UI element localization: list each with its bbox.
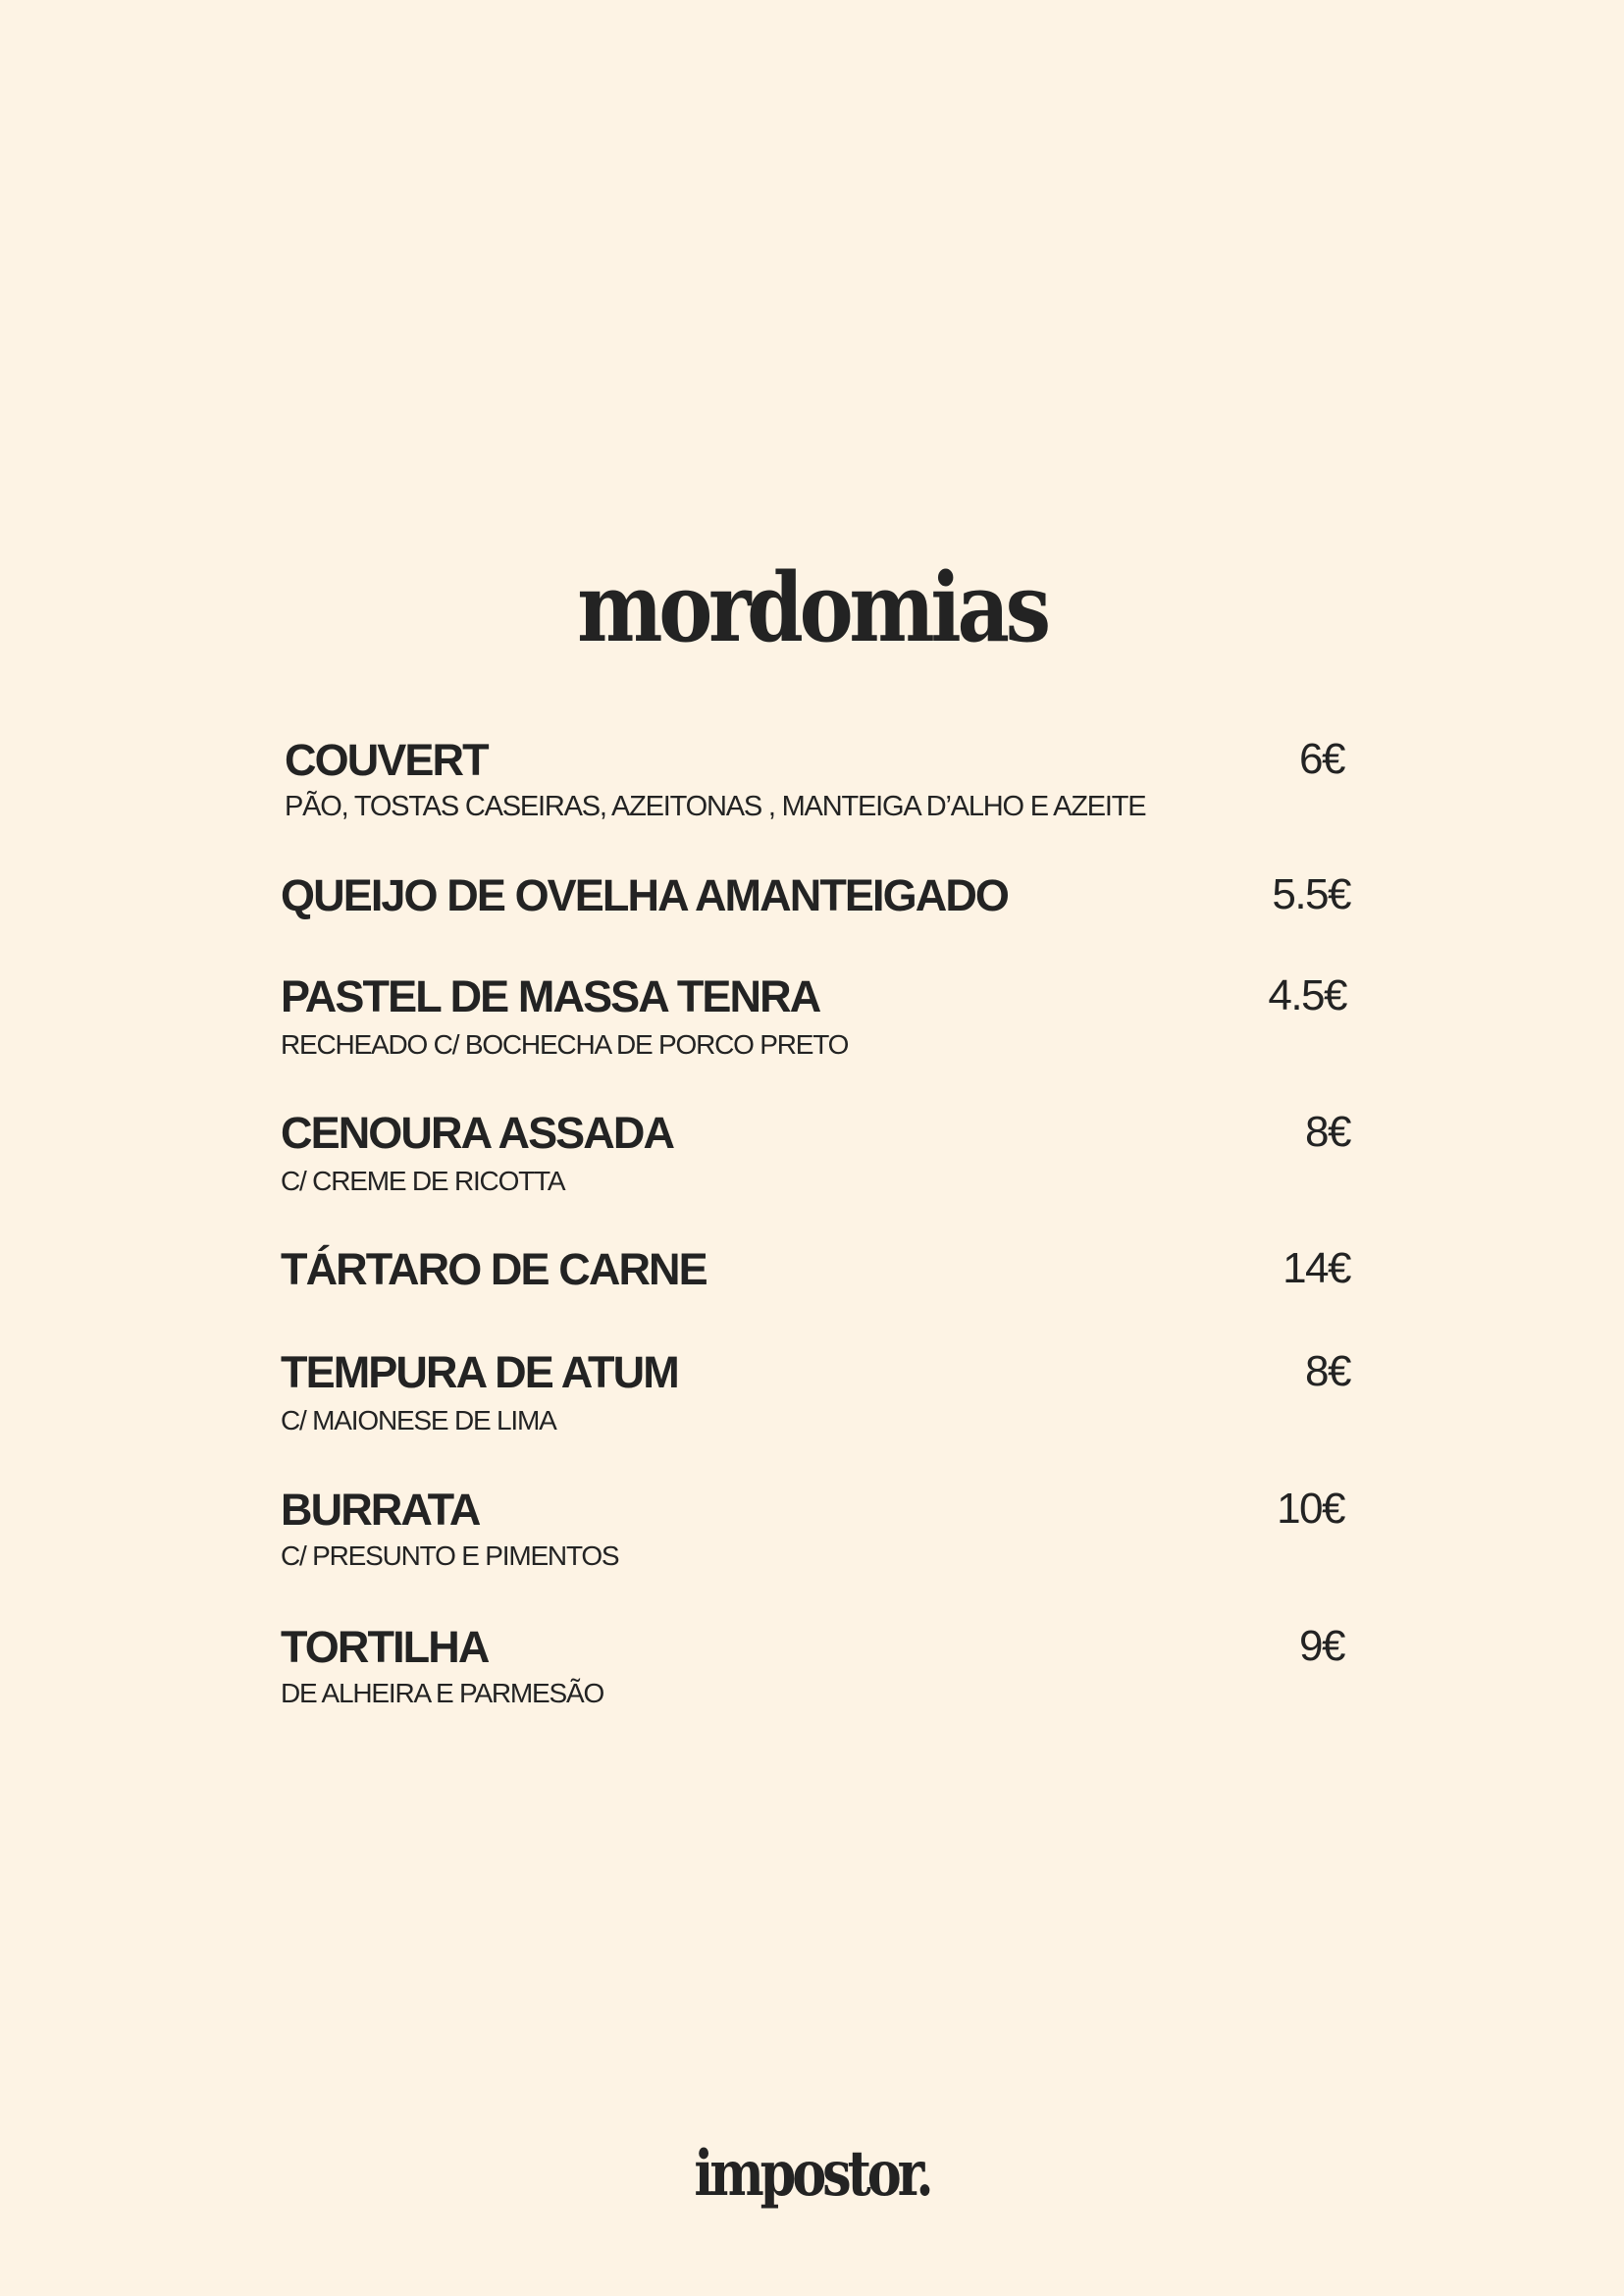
item-name: BURRATA	[281, 1485, 480, 1535]
item-name: COUVERT	[285, 735, 488, 785]
item-price: 4.5€	[1268, 971, 1346, 1019]
item-name: CENOURA ASSADA	[281, 1108, 674, 1158]
item-description: C/ PRESUNTO E PIMENTOS	[281, 1540, 619, 1571]
item-description: RECHEADO C/ BOCHECHA DE PORCO PRETO	[281, 1029, 849, 1060]
item-price: 8€	[1305, 1347, 1350, 1395]
item-description: PÃO, TOSTAS CASEIRAS, AZEITONAS , MANTEIGA D’ALHO E AZEITE	[285, 791, 1146, 822]
item-price: 6€	[1299, 735, 1344, 783]
item-description: C/ MAIONESE DE LIMA	[281, 1405, 556, 1435]
item-name: TÁRTARO DE CARNE	[281, 1244, 707, 1294]
item-price: 8€	[1305, 1108, 1350, 1156]
item-name: PASTEL DE MASSA TENRA	[281, 971, 820, 1021]
item-name: TORTILHA	[281, 1622, 489, 1672]
item-description: C/ CREME DE RICOTTA	[281, 1166, 565, 1196]
item-price: 5.5€	[1272, 870, 1350, 918]
brand-logo: impostor.	[694, 2137, 930, 2211]
item-price: 9€	[1299, 1622, 1344, 1670]
item-price: 14€	[1283, 1244, 1350, 1292]
item-name: TEMPURA DE ATUM	[281, 1347, 678, 1397]
item-name: QUEIJO DE OVELHA AMANTEIGADO	[281, 870, 1009, 920]
item-price: 10€	[1277, 1485, 1344, 1533]
page-title: mordomias	[577, 552, 1047, 663]
item-description: DE ALHEIRA E PARMESÃO	[281, 1678, 604, 1708]
